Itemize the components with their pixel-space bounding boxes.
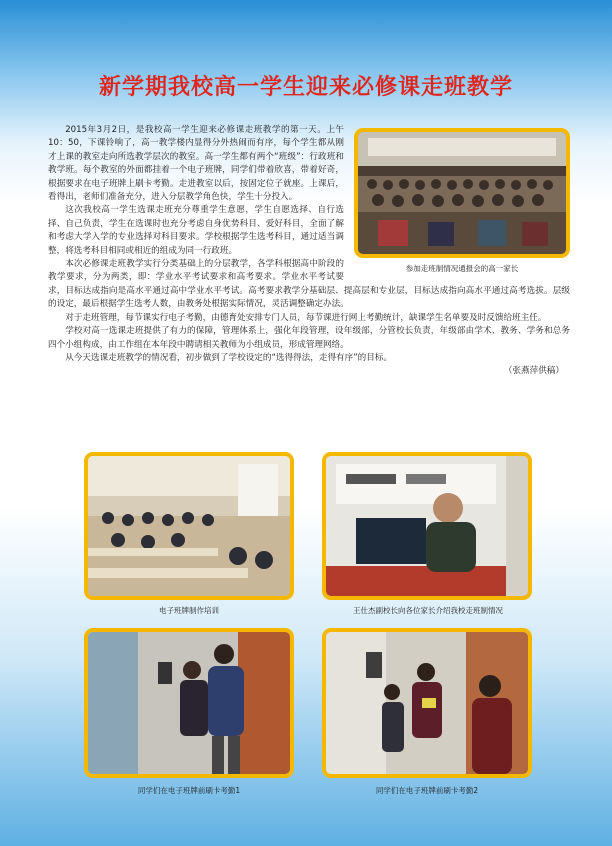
photo-d-caption: 同学们在电子班牌前刷卡考勤2 xyxy=(375,786,479,795)
article-title: 新学期我校高一学生迎来必修课走班教学 xyxy=(98,75,513,100)
parents-meeting-photo xyxy=(354,128,570,258)
paragraph-4: 对于走班管理，每节课实行电子考勤，由德育处安排专门人员，每节课进行网上考勤统计，缺课学生名单要及时反馈给班主任。 xyxy=(65,312,547,323)
photo-a-caption: 电子班牌制作培训 xyxy=(159,606,219,615)
photo-c-caption: 同学们在电子班牌前刷卡考勤1 xyxy=(137,786,241,795)
paragraph-3: 本次必修课走班教学实行分类基础上的分层教学，各学科根据高中阶段的教学要求，分为两类，即：学业水平考试要求和高考要求。学业水平考试要求，目标达成指向是高水平通过高中学业水平考试。高考要求教学分基础层、提高层和专业层，目标达成指向高水平通过高考选拔。层级的设定，最后根据学生选考人数，由教务处根据实际情况，灵活调整确定办法。 xyxy=(48,259,570,310)
article-credit: （张燕萍供稿） xyxy=(503,366,564,377)
top-photo-block xyxy=(354,128,570,275)
paragraph-5: 学校对高一选课走班提供了有力的保障，管理体系上，强化年段管理，设年级部，分管校长负责，年级部由学术、教务、学务和总务四个小组构成，由工作组在本年段中聘请相关教师为小组成员，形成管理网络。 xyxy=(48,326,570,350)
photo-b-caption: 王仕杰副校长向各位家长介绍我校走班制情况 xyxy=(353,606,503,615)
paragraph-1: 2015年3月2日，是我校高一学生迎来必修课走班教学的第一天。上午10：50，下课铃响了，高一教学楼内显得分外热闹而有序，每个学生都从刚才上课的教室走向所选教学层次的教室。高一学生都有两个“班级”：行政班和教学班。每个教室的外面都挂着一个电子班牌，同学们带着欣喜，带着好奇，根据要求在电子班牌上刷卡考勤。走进教室以后，按固定位子就座。上课后，看得出，老师们准备充分，进入分层教学角色快，学生十分投入。 xyxy=(48,125,344,203)
badge-training-photo xyxy=(84,452,294,600)
card-swipe-photo-2 xyxy=(322,628,532,778)
vice-principal-photo xyxy=(322,452,532,600)
card-swipe-photo-1 xyxy=(84,628,294,778)
paragraph-6: 从今天选课走班教学的情况看，初步做到了学校设定的“选得得法，走得有序”的目标。 xyxy=(65,352,393,363)
top-photo-caption: 参加走班制情况通报会的高一家长 xyxy=(405,264,519,273)
article-body xyxy=(48,124,570,379)
paragraph-2: 这次我校高一学生选课走班充分尊重学生意愿，学生自愿选择、自行选择、自己负责，学生在选课时也充分考虑自身优势科目、爱好科目，全面了解和考虑大学入学的专业选择对科目要求。学校根据学生选考科目，通过适当调整，将选考科目相同或相近的组成为同一行政班。 xyxy=(48,205,344,256)
